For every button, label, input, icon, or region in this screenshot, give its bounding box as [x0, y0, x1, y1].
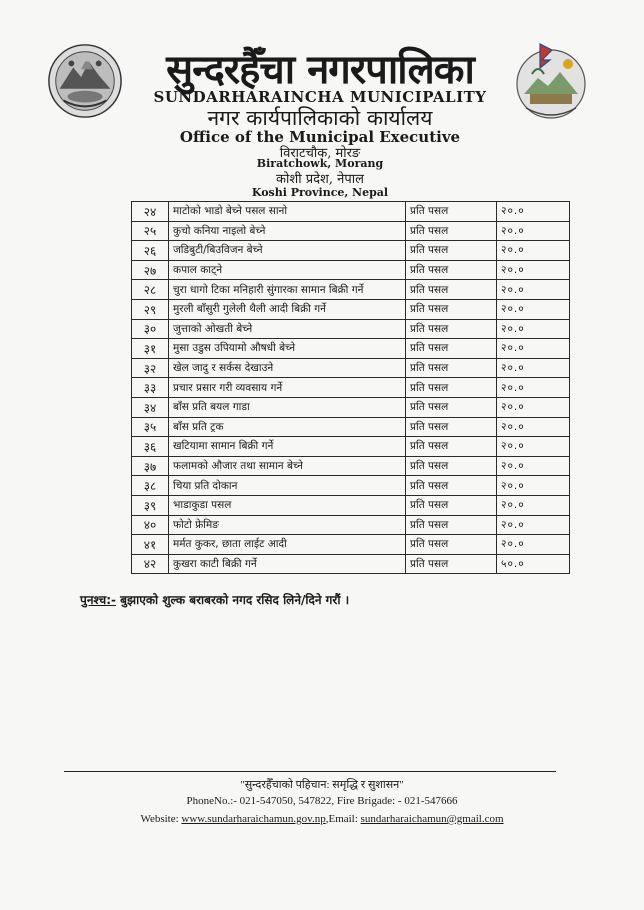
row-unit: प्रति पसल [406, 417, 497, 437]
row-description: कुखरा काटी बिक्री गर्ने [169, 554, 406, 574]
row-unit: प्रति पसल [406, 515, 497, 535]
postscript-label: पुनश्च:- [80, 593, 116, 607]
province-nepali: कोशी प्रदेश, नेपाल [276, 172, 364, 187]
row-rate: २०.० [497, 476, 570, 496]
row-number: ४२ [132, 554, 169, 574]
row-number: २९ [132, 299, 169, 319]
website-link[interactable]: www.sundarharaichamun.gov.np [181, 813, 326, 825]
row-description: खेल जादु र सर्कस देखाउने [169, 358, 406, 378]
row-unit: प्रति पसल [406, 339, 497, 359]
municipality-title-nepali: सुन्दरहैँचा नगरपालिका [166, 46, 474, 93]
row-number: ३९ [132, 495, 169, 515]
table-row [132, 515, 570, 535]
row-description: फोटो फ्रेमिङ [169, 515, 406, 535]
row-description: बाँस प्रति बयल गाडा [169, 397, 406, 417]
table-row [132, 495, 570, 515]
nepal-emblem-icon [46, 42, 124, 120]
row-description: चिया प्रति दोकान [169, 476, 406, 496]
row-number: ४० [132, 515, 169, 535]
row-rate: २०.० [497, 339, 570, 359]
row-unit: प्रति पसल [406, 241, 497, 261]
footer-contact [0, 813, 644, 825]
table-row [132, 417, 570, 437]
row-description: माटोको भाडो बेच्ने पसल सानो [169, 202, 406, 222]
postscript-note [80, 591, 349, 608]
row-description: बाँस प्रति ट्रक [169, 417, 406, 437]
row-number: ३६ [132, 437, 169, 457]
table-row [132, 241, 570, 261]
row-unit: प्रति पसल [406, 554, 497, 574]
footer-divider [64, 771, 556, 772]
row-rate: २०.० [497, 378, 570, 398]
row-number: २६ [132, 241, 169, 261]
table-row [132, 299, 570, 319]
row-description: भाडाकुडा पसल [169, 495, 406, 515]
table-row [132, 535, 570, 555]
website-label: Website: [140, 813, 182, 825]
row-unit: प्रति पसल [406, 299, 497, 319]
row-unit: प्रति पसल [406, 535, 497, 555]
row-rate: २०.० [497, 221, 570, 241]
row-description: मुसा उडुस उपियामो औषधी बेच्ने [169, 339, 406, 359]
row-number: ३३ [132, 378, 169, 398]
fee-table [131, 201, 570, 574]
row-unit: प्रति पसल [406, 280, 497, 300]
row-number: ३८ [132, 476, 169, 496]
office-name-english: Office of the Municipal Executive [179, 128, 461, 146]
email-label: ,Email: [325, 813, 361, 825]
row-number: ३१ [132, 339, 169, 359]
row-number: २७ [132, 260, 169, 280]
row-unit: प्रति पसल [406, 221, 497, 241]
row-unit: प्रति पसल [406, 495, 497, 515]
table-row [132, 456, 570, 476]
row-unit: प्रति पसल [406, 476, 497, 496]
row-rate: २०.० [497, 280, 570, 300]
row-rate: २०.० [497, 397, 570, 417]
row-rate: २०.० [497, 358, 570, 378]
row-unit: प्रति पसल [406, 456, 497, 476]
municipality-title-english: SUNDARHARAINCHA MUNICIPALITY [153, 88, 487, 106]
row-description: चुरा धागो टिका मनिहारी सुंगारका सामान बिक्री गर्ने [169, 280, 406, 300]
row-unit: प्रति पसल [406, 319, 497, 339]
table-row [132, 202, 570, 222]
row-description: जुत्ताको ओखती बेच्ने [169, 319, 406, 339]
address-english: Biratchowk, Morang [256, 157, 384, 170]
footer-slogan: "सुन्दरहैँचाको पहिचान: समृद्धि र सुशासन" [240, 779, 404, 791]
row-number: ४१ [132, 535, 169, 555]
row-number: ३२ [132, 358, 169, 378]
row-rate: २०.० [497, 202, 570, 222]
row-unit: प्रति पसल [406, 260, 497, 280]
row-description: मर्मत कुकर, छाता लाईट आदी [169, 535, 406, 555]
row-unit: प्रति पसल [406, 378, 497, 398]
table-row [132, 476, 570, 496]
row-unit: प्रति पसल [406, 397, 497, 417]
row-description: कपाल काट्ने [169, 260, 406, 280]
row-description: मुरली बाँसुरी गुलेली थैली आदी बिक्री गर्ने [169, 299, 406, 319]
row-description: जडिबुटी/बिउविजन बेच्ने [169, 241, 406, 261]
table-row [132, 378, 570, 398]
row-rate: २०.० [497, 456, 570, 476]
row-rate: २०.० [497, 241, 570, 261]
table-row [132, 339, 570, 359]
row-description: कुचो कनिया नाइलो बेच्ने [169, 221, 406, 241]
row-rate: २०.० [497, 535, 570, 555]
row-number: २८ [132, 280, 169, 300]
postscript-text: बुझाएको शुल्क बराबरको नगद रसिद लिने/दिने गरौं । [115, 593, 350, 607]
row-rate: २०.० [497, 437, 570, 457]
row-number: ३४ [132, 397, 169, 417]
row-rate: २०.० [497, 515, 570, 535]
fee-table-body [132, 202, 570, 574]
table-row [132, 319, 570, 339]
row-rate: २०.० [497, 495, 570, 515]
province-english: Koshi Province, Nepal [251, 186, 389, 199]
address-nepali: विराटचौक, मोरङ [279, 146, 361, 161]
table-row [132, 554, 570, 574]
row-rate: २०.० [497, 299, 570, 319]
row-rate: २०.० [497, 417, 570, 437]
row-rate: २०.० [497, 319, 570, 339]
footer-phone: PhoneNo.:- 021-547050, 547822, Fire Brigade: - 021-547666 [186, 795, 458, 807]
row-number: ३७ [132, 456, 169, 476]
table-row [132, 260, 570, 280]
municipality-emblem-icon [510, 38, 592, 122]
email-link[interactable]: sundarharaichamun@gmail.com [360, 813, 504, 825]
row-description: खटियामा सामान बिक्री गर्ने [169, 437, 406, 457]
table-row [132, 397, 570, 417]
row-unit: प्रति पसल [406, 358, 497, 378]
row-number: २४ [132, 202, 169, 222]
row-description: फलामको औजार तथा सामान बेच्ने [169, 456, 406, 476]
table-row [132, 280, 570, 300]
row-rate: ५०.० [497, 554, 570, 574]
table-row [132, 358, 570, 378]
row-description: प्रचार प्रसार गरी व्यवसाय गर्ने [169, 378, 406, 398]
row-unit: प्रति पसल [406, 437, 497, 457]
row-rate: २०.० [497, 260, 570, 280]
row-unit: प्रति पसल [406, 202, 497, 222]
row-number: ३० [132, 319, 169, 339]
office-name-nepali: नगर कार्यपालिकाको कार्यालय [207, 106, 433, 130]
row-number: ३५ [132, 417, 169, 437]
table-row [132, 437, 570, 457]
table-row [132, 221, 570, 241]
row-number: २५ [132, 221, 169, 241]
